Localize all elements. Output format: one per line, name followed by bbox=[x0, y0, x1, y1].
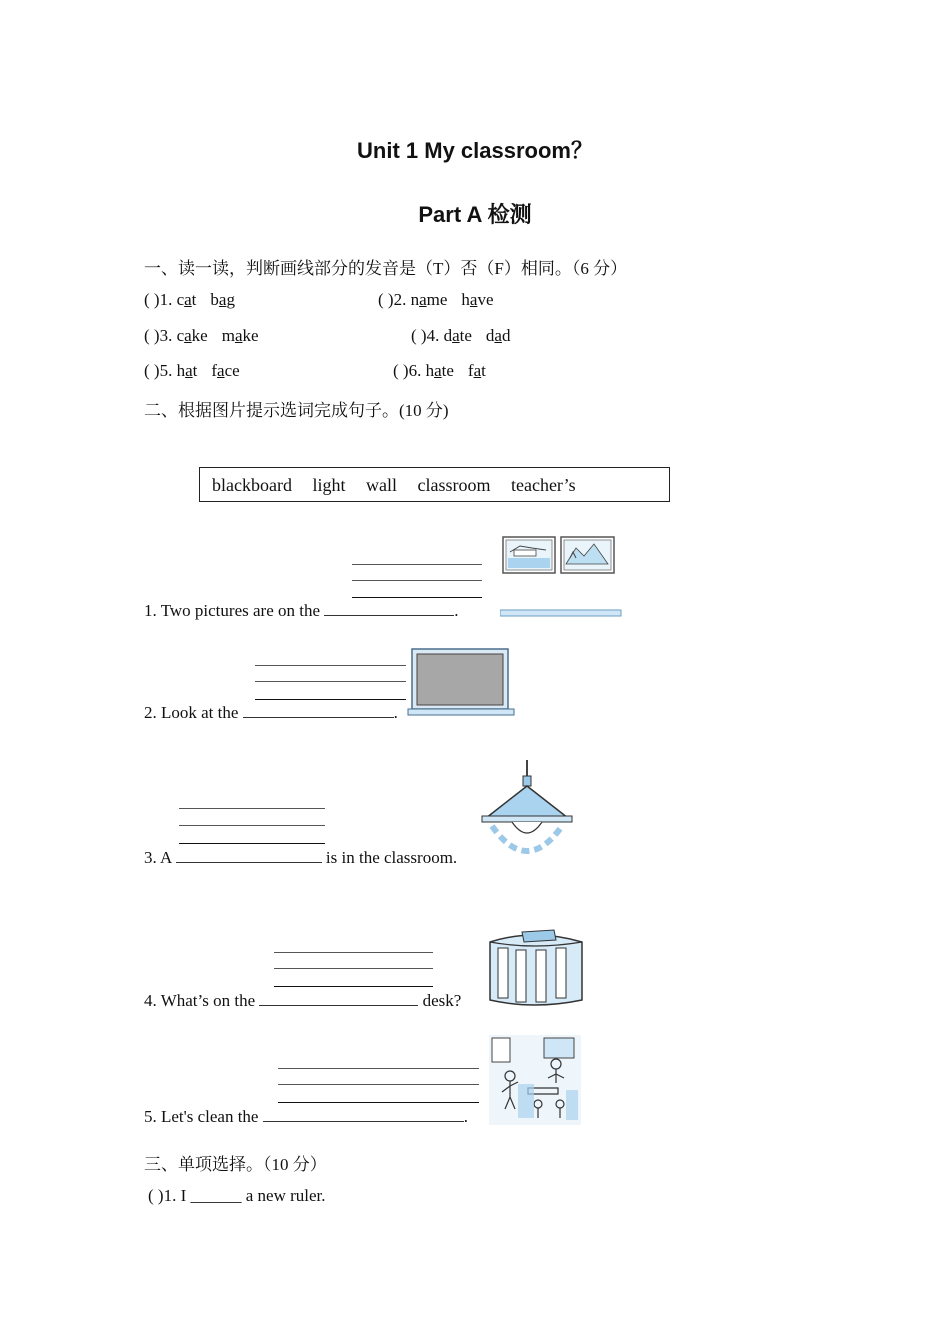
word-bank-item: light bbox=[312, 475, 346, 495]
sentence-text: . bbox=[463, 1107, 468, 1126]
underlined-letter: a bbox=[234, 326, 243, 345]
word-part: te bbox=[459, 326, 472, 345]
question-text: 1. I ______ a new ruler. bbox=[163, 1186, 326, 1205]
underlined-letter: a bbox=[469, 290, 478, 309]
sentence-text: 5. Let's clean the bbox=[144, 1107, 259, 1126]
writing-guide-line bbox=[255, 681, 406, 682]
choice-question-1 bbox=[148, 1186, 326, 1206]
writing-guide-line bbox=[274, 986, 433, 987]
underlined-letter: a bbox=[184, 326, 192, 345]
section3-heading: 三、单项选择。（10 分） bbox=[144, 1155, 327, 1174]
answer-blank[interactable] bbox=[176, 848, 322, 863]
word-part: h bbox=[425, 361, 435, 380]
word-part: ke bbox=[191, 326, 208, 345]
word-part: f bbox=[211, 361, 218, 380]
page-subtitle: Part A 检测 bbox=[418, 202, 532, 227]
answer-paren[interactable]: ( ) bbox=[411, 326, 427, 345]
phonics-item bbox=[144, 326, 259, 346]
writing-guide-line bbox=[278, 1102, 479, 1103]
writing-guide-line bbox=[352, 597, 482, 598]
word-part: t bbox=[191, 290, 197, 309]
item-number: 3. bbox=[159, 326, 177, 345]
children-cleaning-classroom bbox=[488, 1034, 582, 1126]
phonics-word bbox=[468, 361, 486, 380]
blackboard bbox=[406, 647, 516, 717]
word-bank-item: wall bbox=[365, 475, 397, 495]
phonics-word bbox=[177, 326, 208, 345]
phonics-word bbox=[210, 290, 235, 309]
phonics-word bbox=[426, 361, 454, 380]
answer-paren[interactable]: ( ) bbox=[148, 1186, 164, 1205]
phonics-item bbox=[378, 290, 494, 310]
sentence-text: is in the classroom. bbox=[325, 848, 458, 867]
word-part: te bbox=[441, 361, 454, 380]
word-bank-item: blackboard bbox=[212, 475, 292, 495]
answer-paren[interactable]: ( ) bbox=[144, 326, 160, 345]
sentence-text: 4. What’s on the bbox=[144, 991, 256, 1010]
writing-guide-line bbox=[274, 968, 433, 969]
writing-guide-line bbox=[352, 564, 482, 565]
word-part: f bbox=[467, 361, 474, 380]
sentence-text: . bbox=[393, 703, 398, 722]
phonics-item bbox=[411, 326, 510, 346]
answer-blank[interactable] bbox=[324, 601, 454, 616]
phonics-word bbox=[177, 361, 198, 380]
word-part: ke bbox=[242, 326, 259, 345]
sentence-text: . bbox=[454, 601, 459, 620]
answer-paren[interactable]: ( ) bbox=[393, 361, 409, 380]
teacher-desk bbox=[484, 924, 590, 1008]
word-part: n bbox=[410, 290, 420, 309]
writing-guide-line bbox=[278, 1084, 479, 1085]
sentence-text: desk? bbox=[422, 991, 462, 1010]
word-part: m bbox=[221, 326, 235, 345]
sentence-text: 2. Look at the bbox=[144, 703, 239, 722]
word-part: t bbox=[481, 361, 486, 380]
writing-guide-line bbox=[179, 843, 325, 844]
word-part: d bbox=[485, 326, 495, 345]
item-number: 4. bbox=[426, 326, 444, 345]
word-part: d bbox=[501, 326, 511, 345]
writing-guide-line bbox=[179, 808, 325, 809]
answer-paren[interactable]: ( ) bbox=[144, 361, 160, 380]
underlined-letter: a bbox=[494, 326, 502, 345]
underlined-letter: a bbox=[452, 326, 460, 345]
word-bank-item: classroom bbox=[417, 475, 491, 495]
word-part: g bbox=[226, 290, 235, 309]
answer-blank[interactable] bbox=[243, 703, 394, 718]
phonics-item bbox=[144, 290, 235, 310]
writing-guide-line bbox=[278, 1068, 479, 1069]
underlined-letter: a bbox=[184, 290, 192, 309]
word-part: h bbox=[176, 361, 186, 380]
section2-heading: 二、根据图片提示选词完成句子。(10 分) bbox=[144, 401, 449, 420]
phonics-word bbox=[411, 290, 448, 309]
writing-guide-line bbox=[255, 665, 406, 666]
word-part: ve bbox=[477, 290, 494, 309]
phonics-word bbox=[486, 326, 511, 345]
phonics-item bbox=[144, 361, 240, 381]
answer-paren[interactable]: ( ) bbox=[144, 290, 160, 309]
underlined-letter: a bbox=[218, 290, 227, 309]
word-part: t bbox=[192, 361, 198, 380]
word-bank-item: teacher’s bbox=[510, 475, 576, 495]
word-part: c bbox=[176, 290, 185, 309]
hanging-lamp bbox=[478, 758, 576, 862]
phonics-item bbox=[393, 361, 486, 381]
word-part: ce bbox=[224, 361, 240, 380]
writing-guide-line bbox=[274, 952, 433, 953]
word-part: b bbox=[210, 290, 219, 309]
underlined-letter: a bbox=[434, 361, 442, 380]
word-part: me bbox=[426, 290, 448, 309]
answer-paren[interactable]: ( ) bbox=[378, 290, 394, 309]
word-bank bbox=[199, 467, 670, 502]
underlined-letter: a bbox=[419, 290, 427, 309]
page-title: Unit 1 My classroom？ bbox=[357, 138, 593, 163]
word-part: h bbox=[461, 290, 470, 309]
phonics-word bbox=[444, 326, 472, 345]
writing-guide-line bbox=[255, 699, 406, 700]
word-part: c bbox=[176, 326, 185, 345]
writing-guide-line bbox=[179, 825, 325, 826]
item-number: 6. bbox=[408, 361, 426, 380]
writing-guide-line bbox=[352, 580, 482, 581]
phonics-word bbox=[211, 361, 239, 380]
word-part: d bbox=[443, 326, 453, 345]
phonics-word bbox=[177, 290, 197, 309]
phonics-word bbox=[461, 290, 493, 309]
item-number: 5. bbox=[159, 361, 177, 380]
two-pictures-on-wall bbox=[500, 534, 622, 618]
answer-blank[interactable] bbox=[263, 1107, 464, 1122]
underlined-letter: a bbox=[473, 361, 482, 380]
underlined-letter: a bbox=[217, 361, 225, 380]
phonics-word bbox=[222, 326, 259, 345]
answer-blank[interactable] bbox=[259, 991, 418, 1006]
underlined-letter: a bbox=[185, 361, 193, 380]
sentence-text: 1. Two pictures are on the bbox=[144, 601, 321, 620]
item-number: 1. bbox=[159, 290, 177, 309]
section1-heading: 一、读一读，判断画线部分的发音是（T）否（F）相同。（6 分） bbox=[144, 259, 628, 278]
item-number: 2. bbox=[393, 290, 411, 309]
sentence-text: 3. A bbox=[144, 848, 172, 867]
